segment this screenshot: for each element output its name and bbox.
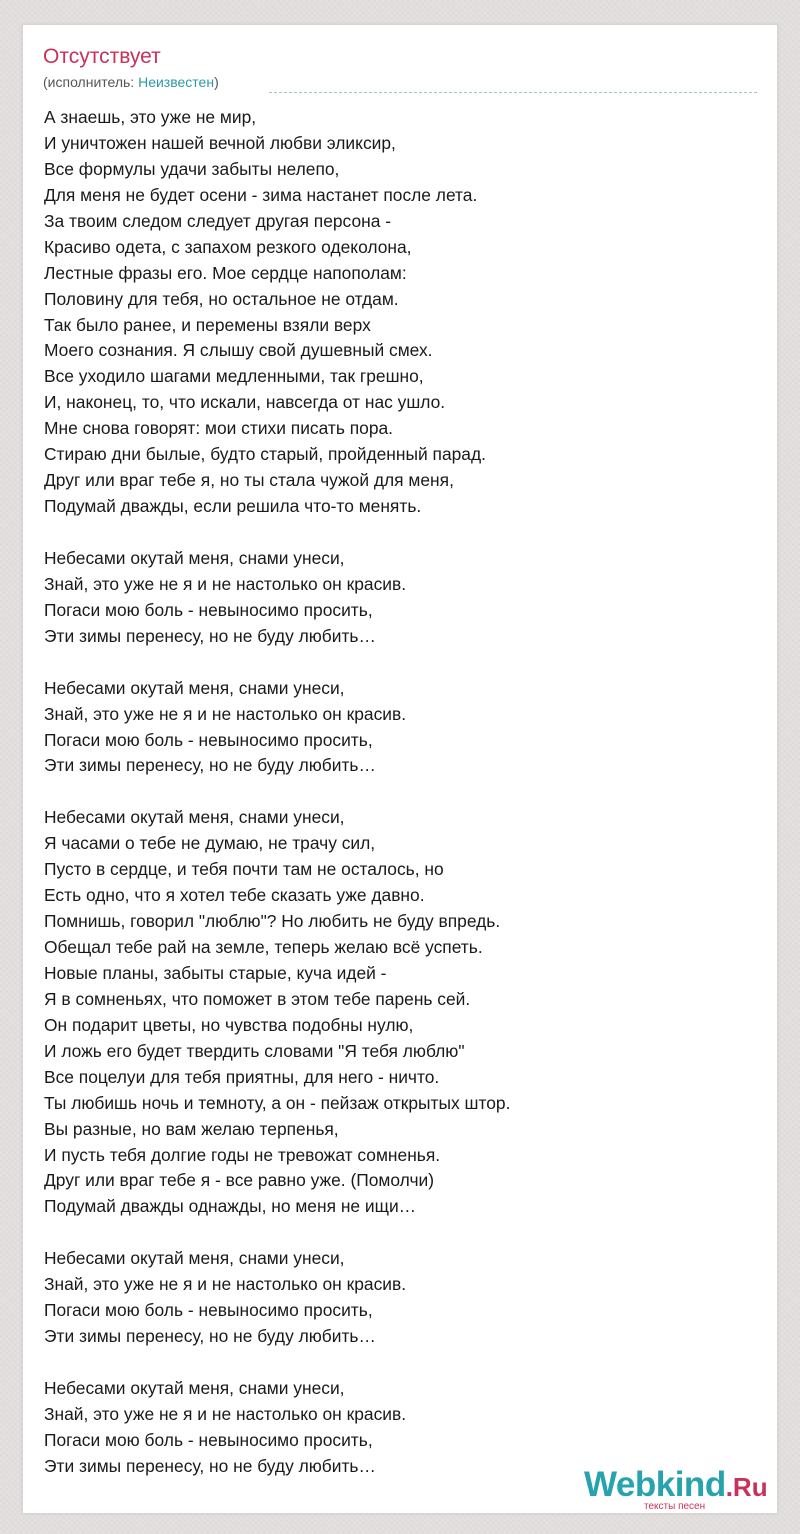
- lyric-line: Погаси мою боль - невыносимо просить,: [44, 729, 373, 750]
- lyric-line: Небесами окутай меня, снами унеси,: [44, 1377, 345, 1398]
- lyric-line: Эти зимы перенесу, но не буду любить…: [44, 755, 376, 776]
- lyric-line: Помнишь, говорил "люблю"? Но любить не буду впредь.: [44, 911, 501, 932]
- lyric-line: Мне снова говорят: мои стихи писать пора.: [44, 418, 394, 439]
- stanza-break: [44, 520, 764, 546]
- lyric-line: Лестные фразы его. Мое сердце напополам:: [44, 262, 407, 283]
- lyric-line: Есть одно, что я хотел тебе сказать уже давно.: [44, 885, 425, 906]
- stanza-break: [44, 1350, 764, 1376]
- lyric-line: Друг или враг тебе я, но ты стала чужой для меня,: [44, 470, 454, 491]
- lyric-line: И пусть тебя долгие годы не тревожат сомненья.: [44, 1144, 441, 1165]
- title-divider: [269, 92, 757, 93]
- artist-line: [43, 73, 219, 91]
- stanza-break: [44, 779, 764, 805]
- lyric-line: Стираю дни былые, будто старый, пройденный парад.: [44, 444, 486, 465]
- lyric-line: Половину для тебя, но остальное не отдам.: [44, 288, 399, 309]
- lyric-line: Новые планы, забыты старые, куча идей -: [44, 962, 387, 983]
- artist-link[interactable]: Неизвестен: [138, 74, 215, 90]
- lyric-line: Небесами окутай меня, снами унеси,: [44, 1248, 345, 1269]
- site-logo[interactable]: [584, 1466, 774, 1516]
- lyric-line: Он подарит цветы, но чувства подобны нулю,: [44, 1014, 414, 1035]
- lyric-line: Все поцелуи для тебя приятны, для него - ничто.: [44, 1066, 440, 1087]
- lyric-line: Небесами окутай меня, снами унеси,: [44, 677, 345, 698]
- logo-tld-text: .Ru: [725, 1472, 768, 1502]
- lyric-line: Я часами о тебе не думаю, не трачу сил,: [44, 833, 376, 854]
- logo-main-text: Webkind: [584, 1465, 726, 1504]
- lyric-line: Знай, это уже не я и не настолько он красив.: [44, 703, 407, 724]
- song-title: Отсутствует: [43, 45, 161, 68]
- lyric-line: А знаешь, это уже не мир,: [44, 107, 257, 127]
- logo-wordmark: [584, 1466, 768, 1506]
- stanza-break: [44, 650, 764, 676]
- lyric-line: Погаси мою боль - невыносимо просить,: [44, 1300, 373, 1321]
- lyric-line: Красиво одета, с запахом резкого одеколона,: [44, 236, 412, 257]
- lyric-line: Подумай дважды однажды, но меня не ищи…: [44, 1196, 417, 1217]
- lyrics-card: [22, 24, 778, 1514]
- lyric-line: Знай, это уже не я и не настолько он красив.: [44, 1274, 407, 1295]
- lyric-line: И уничтожен нашей вечной любви эликсир,: [44, 132, 396, 153]
- artist-suffix: ): [214, 74, 219, 90]
- lyric-line: Все уходило шагами медленными, так грешно,: [44, 366, 424, 387]
- lyric-line: Пусто в сердце, и тебя почти там не осталось, но: [44, 859, 444, 880]
- lyric-line: Погаси мою боль - невыносимо просить,: [44, 1429, 373, 1450]
- logo-tagline: тексты песен: [644, 1501, 706, 1512]
- lyric-line: Вы разные, но вам желаю терпенья,: [44, 1118, 339, 1139]
- stanza-break: [44, 1220, 764, 1246]
- lyric-line: Подумай дважды, если решила что-то менять.: [44, 496, 422, 517]
- lyric-line: Погаси мою боль - невыносимо просить,: [44, 599, 373, 620]
- lyric-line: Эти зимы перенесу, но не буду любить…: [44, 1326, 376, 1347]
- lyric-line: И, наконец, то, что искали, навсегда от нас ушло.: [44, 392, 446, 413]
- lyric-line: Знай, это уже не я и не настолько он красив.: [44, 1403, 407, 1424]
- lyric-line: Небесами окутай меня, снами унеси,: [44, 547, 345, 568]
- lyric-line: Знай, это уже не я и не настолько он красив.: [44, 573, 407, 594]
- lyric-line: Для меня не будет осени - зима настанет после лета.: [44, 184, 478, 205]
- lyric-line: Я в сомненьях, что поможет в этом тебе парень сей.: [44, 988, 471, 1009]
- lyrics-text: [44, 105, 764, 1480]
- lyric-line: Эти зимы перенесу, но не буду любить…: [44, 1455, 376, 1476]
- lyric-line: Друг или враг тебе я - все равно уже. (Помолчи): [44, 1170, 435, 1191]
- lyric-line: Ты любишь ночь и темноту, а он - пейзаж открытых штор.: [44, 1092, 511, 1113]
- lyric-line: Эти зимы перенесу, но не буду любить…: [44, 625, 376, 646]
- lyric-line: Моего сознания. Я слышу свой душевный смех.: [44, 340, 433, 361]
- lyric-line: И ложь его будет твердить словами "Я тебя люблю": [44, 1040, 465, 1061]
- lyric-line: Все формулы удачи забыты нелепо,: [44, 158, 340, 179]
- lyric-line: Так было ранее, и перемены взяли верх: [44, 314, 371, 335]
- lyric-line: За твоим следом следует другая персона -: [44, 210, 392, 231]
- lyric-line: Небесами окутай меня, снами унеси,: [44, 807, 345, 828]
- lyric-line: Обещал тебе рай на земле, теперь желаю всё успеть.: [44, 937, 483, 957]
- artist-prefix: (исполнитель:: [43, 74, 139, 90]
